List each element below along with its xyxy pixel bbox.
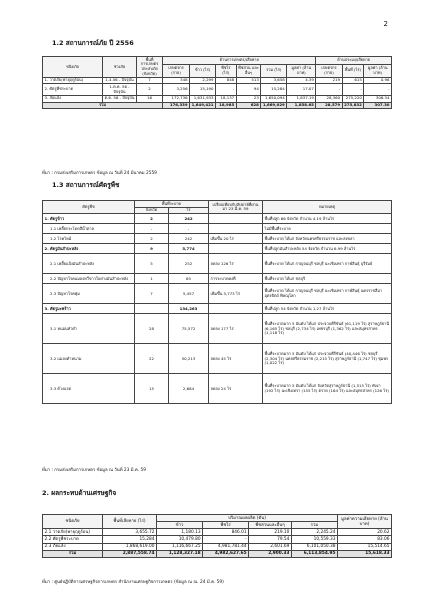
source-note: ที่มา : กรมส่งเสริมการเกษตร ข้อมูล ณ วันที่ 23 มี.ค. 59 bbox=[42, 468, 146, 473]
col-fisheries-group: ด้านประมง/เสียหาย bbox=[316, 57, 392, 65]
col-total: รวม (ไร่) bbox=[261, 64, 287, 77]
table-row: 1.2 โรคไหม้ 2 242 เพิ่มขึ้น 20 ไร่ พื้นที่ระบาด ได้แก่ จังหวัดนครศรีธรรมราช และสงขลา bbox=[43, 234, 392, 244]
table-total-row: รวม 2,887,558.74 1,128,327.18 4,982,627.65 2,900.33 6,113,854.95 15,618.33 bbox=[43, 550, 392, 557]
col-field: พืชไร่ bbox=[203, 522, 249, 529]
section-pest-title: 1.3 สถานการณ์ศัตรูพืช bbox=[52, 181, 120, 189]
col-value: มูลค่า (ล้านบาท) bbox=[287, 64, 316, 77]
table-row: 2.1 เพลี้ยแป้งมันสำปะหลัง 5 252 ลดลง 126 ไร่ พื้นที่ระบาด ได้แก่ กาญจนบุรี ชลบุรี ฉะเชิงเทรา กาฬสินธุ์ บุรีรัมย์ bbox=[43, 254, 392, 274]
table-row: 2. ศัตรูมันสำปะหลัง 9 5,774 พื้นที่ปลูกมันสำปะหลัง 54 จังหวัด จำนวน 6.99 ล้านไร่ bbox=[43, 244, 392, 254]
table-total-row: รวม 176,339 1,649,421 18,985 628 1,669,029 1,858.65 28,579 275,832 307.30 bbox=[43, 102, 392, 109]
table-row: 3. ภัยแล้ง ต.ค. 56 - ปัจจุบัน 16 172,736 1,631,933 18,137 23 1,650,094 1,837.19 28,360 275,220 306.34 bbox=[44, 95, 390, 101]
section-disaster-title: 1.2 สถานการณ์ภัย ปี 2556 bbox=[52, 39, 134, 47]
table-row: 3.2 แมลงดำหนาม 22 50,213 ลดลง 45 ไร่ พื้นที่ระบาดมาก 5 อันดับ ได้แก่ ประจวบคีรีขันธ์ (40,446 ไร่) ชลบุรี (2,304 ไร่) นครศรีธรรมราช (2,215 ไร่) สุราษฎร์ธานี (1,747 ไร่) ชุมพร (1,022 ไร่) bbox=[43, 344, 392, 374]
col-qty-group: ปริมาณผลผลิต (ตัน) bbox=[157, 515, 338, 522]
source-note: ที่มา : กรมส่งเสริมการเกษตร ข้อมูล ณ วันที่ 24 มีนาคม 2559 bbox=[42, 171, 157, 176]
pest-table bbox=[42, 200, 392, 404]
col-remark: หมายเหตุ bbox=[263, 201, 392, 214]
table-row: 1. วาตภัย(พายุฤดูร้อน) 1.4.56 - ปัจจุบัน 7 348 2,299 848 513 3,658 4.39 219 615 0.96 bbox=[44, 77, 390, 83]
col-hort: พืชสวน และอื่นๆ bbox=[236, 64, 261, 77]
col-provinces: พื้นที่การเกษตรประสบภัย (จังหวัด) bbox=[137, 57, 163, 78]
table-row: 2.2 ปัญหาโรคแมลงหวี่ขาวใบด่างมันสำปะหลัง 1 65 การระบาดคงที่ พื้นที่ระบาด ได้แก่ ชลบุรี bbox=[43, 274, 392, 284]
col-compare: เปรียบเทียบกับสัปดาห์ที่ผ่านมา 23 มี.ค. 59 bbox=[209, 201, 263, 214]
table-row: 2.3 ปัญหาโรคพุ่ม 7 5,457 เพิ่มขึ้น 5,773 ไร่ พื้นที่ระบาด ได้แก่ กาญจนบุรี ชลบุรี ฉะเชิงเทรา กาฬสินธุ์ นครราชสีมา อุตรดิตถ์ พิษณุโลก bbox=[43, 284, 392, 304]
table-row: 1.1 เพลี้ยกระโดดสีน้ำตาล - - ไม่มีพื้นที่ระบาด bbox=[43, 224, 392, 234]
disaster-table bbox=[42, 56, 392, 109]
col-value: มูลค่าความเสียหาย (ล้านบาท) bbox=[338, 515, 392, 529]
col-fish-value: มูลค่า (ล้านบาท) bbox=[364, 64, 392, 77]
col-fish-farmers: เกษตรกร (ราย) bbox=[316, 64, 342, 77]
table-row: 2.2 ศัตรูพืชระบาด 15,284 10,479.80 - 79.54 10,559.33 83.06 bbox=[44, 536, 390, 542]
economic-table bbox=[42, 514, 392, 558]
section-economic-title: 2. ผลกระทบด้านเศรษฐกิจ bbox=[42, 489, 117, 497]
col-rice: ข้าว bbox=[157, 522, 203, 529]
source-note: ที่มา : ศูนย์ปฏิบัติการเศรษฐกิจการเกษตร สำนักงานเศรษฐกิจการเกษตร (ข้อมูล ณ ณ. 24 มี.ค. 59) bbox=[42, 580, 224, 585]
col-type: ชนิดภัย bbox=[43, 57, 103, 78]
col-field: พืชไร่ (ไร่) bbox=[216, 64, 237, 77]
col-type: ชนิดภัย bbox=[43, 515, 103, 529]
col-pest: ศัตรูพืช bbox=[43, 201, 135, 214]
col-hort: พืชสวนและอื่นๆ bbox=[249, 522, 292, 529]
col-farm-group: ด้านการเกษตร/เสียหาย bbox=[163, 57, 316, 65]
col-rai: ไร่ bbox=[169, 207, 209, 214]
page-number: 2 bbox=[383, 20, 388, 28]
col-period: ช่วงภัย bbox=[103, 57, 137, 78]
table-row: 1. ศัตรูข้าว 2 242 พื้นที่ปลูก 66 จังหวัด จำนวน 4.19 ล้านไร่ bbox=[43, 214, 392, 224]
col-rice: ข้าว (ไร่) bbox=[190, 64, 216, 77]
col-fish-area: พื้นที่ (ไร่) bbox=[342, 64, 364, 77]
table-row: 3.1 หนอนหัวดำ 28 75,572 ลดลง 177 ไร่ พื้นที่ระบาดมาก 5 อันดับ ได้แก่ ประจวบคีรีขันธ์ (61,119 ไร่) สุราษฎร์ธานี (6,165 ไร่) ชลบุรี (2,734 ไร่) เพชรบุรี (1,362 ไร่) และสมุทรสาคร (1,118 ไร่) bbox=[43, 314, 392, 344]
table-row: 3. ศัตรูมะพร้าว 134,263 พื้นที่ปลูก 54 จังหวัด จำนวน 1.27 ล้านไร่ bbox=[43, 304, 392, 314]
col-area: พื้นที่เสียหาย (ไร่) bbox=[103, 515, 157, 529]
col-prov: จังหวัด bbox=[135, 207, 169, 214]
table-row: 3.3 ด้วงแรด 15 2,684 ลดลง 24 ไร่ พื้นที่ระบาดมาก 5 อันดับ ได้แก่ จังหวัดสุราษฎร์ธานี (1,515 ไร่) พังงา (192 ไร่) ฉะเชิงเทรา (155 ไร่) ตราด (164 ไร่) และสมุทรสาคร (126 ไร่) bbox=[43, 374, 392, 404]
table-row: 2.1 วาตภัย(พายุฤดูร้อน) 3,655.72 1,180.13 846.01 219.10 2,245.24 20.62 bbox=[44, 529, 390, 535]
table-row: 2.3 ภัยแล้ง 1,868,619.00 1,116,667.25 4,981,781.44 2,601.69 6,101,050.38 15,514.65 bbox=[44, 544, 390, 550]
col-area-group: พื้นที่ระบาด bbox=[135, 201, 209, 208]
col-farmers: เกษตรกร (ราย) bbox=[163, 64, 190, 77]
col-sum: รวม bbox=[291, 522, 337, 529]
table-row: 2. ศัตรูพืชระบาด 1.ต.ค. 56 - ปัจจุบัน 2 3,256 15,190 - 94 15,284 17.07 - - - bbox=[44, 83, 390, 94]
